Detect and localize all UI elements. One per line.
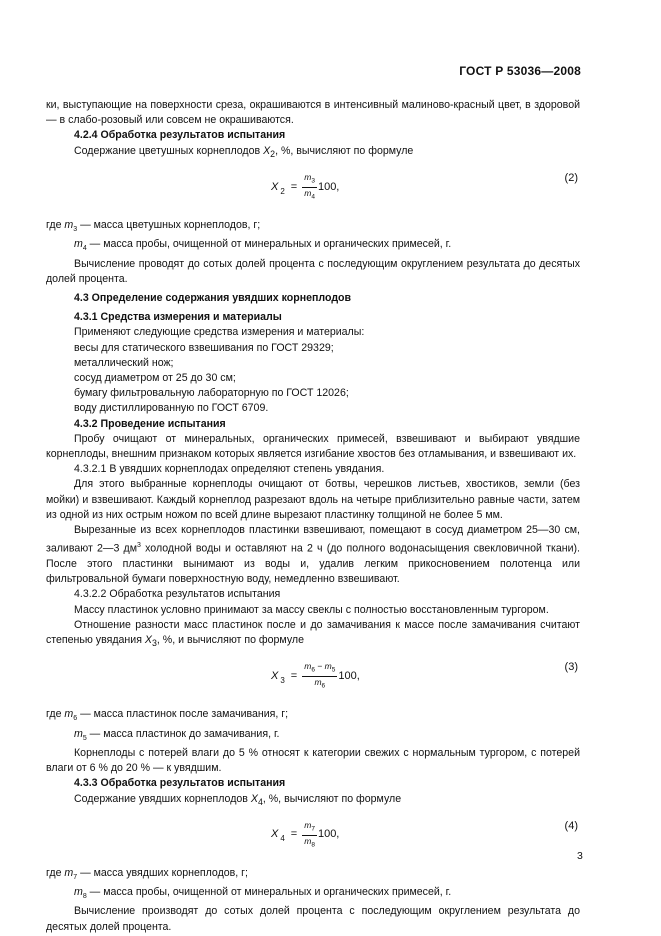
formula-2: X 2 = $\frac{m_3}{m_4}$ 100, (2) — [271, 171, 578, 201]
variable-definition: где $m_7$ — масса увядших корнеплодов, г; — [46, 866, 248, 881]
formula-lead: Содержание увядших корнеплодов $X_4$, %, вычисляют по формуле — [74, 792, 402, 807]
list-item: бумагу фильтровальную лабораторную по ГОСТ 12026; — [74, 387, 349, 400]
document-id: ГОСТ Р 53036—2008 — [459, 64, 581, 78]
paragraph: Вычисление производят до сотых долей процента с последующим округлением результата до десятых долей процента. — [46, 905, 580, 933]
variable-definition: $m_8$ — масса пробы, очищенной от минеральных и органических примесей, г. — [74, 886, 452, 901]
list-item: весы для статического взвешивания по ГОСТ 29329; — [74, 341, 334, 354]
section-heading-4-3-3: 4.3.3 Обработка результатов испытания — [74, 777, 286, 790]
paragraph: ки, выступающие на поверхности среза, окрашиваются в интенсивный малиново-красный цвет, в здоровой — в слабо-розовый или совсем не окрашиваются. — [46, 99, 580, 127]
section-heading-4-3-2: 4.3.2 Проведение испытания — [74, 417, 226, 430]
paragraph: Отношение разности масс пластинок после и до замачивания к массе после замачивания считают степенью увядания $X_3$, %, и вычисляют по формуле — [46, 618, 580, 649]
variable-definition: где $m_3$ — масса цветушных корнеплодов, г; — [46, 218, 261, 234]
list-item: сосуд диаметром от 25 до 30 см; — [74, 371, 236, 384]
formula-number: (4) — [564, 819, 578, 832]
paragraph: Массу пластинок условно принимают за массу свеклы с полностью восстановленным тургором. — [74, 603, 549, 616]
formula-lead: Содержание цветушных корнеплодов $X_2$, %, вычисляют по формуле — [74, 144, 414, 159]
fraction: $\frac{m_3}{m_4}$ — [304, 171, 315, 201]
list-item: воду дистиллированную по ГОСТ 6709. — [74, 402, 269, 415]
section-heading-4-3-1: 4.3.1 Средства измерения и материалы — [74, 311, 282, 324]
page-content — [46, 98, 580, 935]
formula-3: X 3 = $\frac{m_6 - m_5}{m_6}$ 100, (3) — [271, 661, 578, 690]
fraction: $\frac{m_6 - m_5}{m_6}$ — [304, 661, 336, 690]
fraction: $\frac{m_7}{m_8}$ — [304, 819, 315, 849]
paragraph: Пробу очищают от минеральных, органических примесей, взвешивают и выбирают увядшие корнеплоды, внешним признаком которых является изгибание хвостов без отламывания, и взвешивают их. — [46, 432, 580, 460]
list-item: металлический нож; — [74, 356, 174, 369]
paragraph: Для этого выбранные корнеплоды очищают от ботвы, черешков листьев, хвостиков, земли (без мойки) и взвешивают. Каждый корнеплод разрезают вдоль на четыре приблизительно равные части, затем из одной из них острым ножом по всей длине вырезают пластинку толщиной не более 5 мм. — [46, 478, 580, 521]
section-heading-4-3: 4.3 Определение содержания увядших корнеплодов — [74, 291, 352, 304]
section-heading-4-2-4: 4.2.4 Обработка результатов испытания — [74, 129, 286, 142]
paragraph: 4.3.2.1 В увядших корнеплодах определяют степень увядания. — [74, 463, 385, 476]
paragraph: 4.3.2.2 Обработка результатов испытания — [74, 588, 281, 601]
formula-4: X 4 = $\frac{m_7}{m_8}$ 100, (4) — [271, 819, 578, 849]
paragraph: Корнеплоды с потерей влаги до 5 % относят к категории свежих с нормальным тургором, с потерей влаги от 6 % до 20 % — к увядшим. — [46, 746, 580, 775]
page-number: 3 — [577, 850, 583, 862]
formula-number: (2) — [564, 171, 578, 184]
variable-definition: $m_4$ — масса пробы, очищенной от минеральных и органических примесей, г. — [74, 238, 452, 253]
formula-number: (3) — [564, 661, 578, 674]
variable-definition: где $m_6$ — масса пластинок после замачивания, г; — [46, 708, 289, 723]
paragraph: Применяют следующие средства измерения и материалы: — [74, 326, 365, 339]
paragraph: Вычисление проводят до сотых долей процента с последующим округлением результата до десятых долей процента. — [46, 257, 580, 285]
variable-definition: $m_5$ — масса пластинок до замачивания, г. — [74, 727, 280, 742]
paragraph: Вырезанные из всех корнеплодов пластинки взвешивают, помещают в сосуд диаметром 25—30 см, заливают 2—3 $дм^3$ холодной воды и оставляют на 2 ч (до полного водонасыщения свекловичной ткани). После этого пластинки вынимают из воды и, удалив легким прикосновением полотенца или фильтровальной бумаги поверхностную воду, немедленно взвешивают. — [46, 524, 580, 586]
